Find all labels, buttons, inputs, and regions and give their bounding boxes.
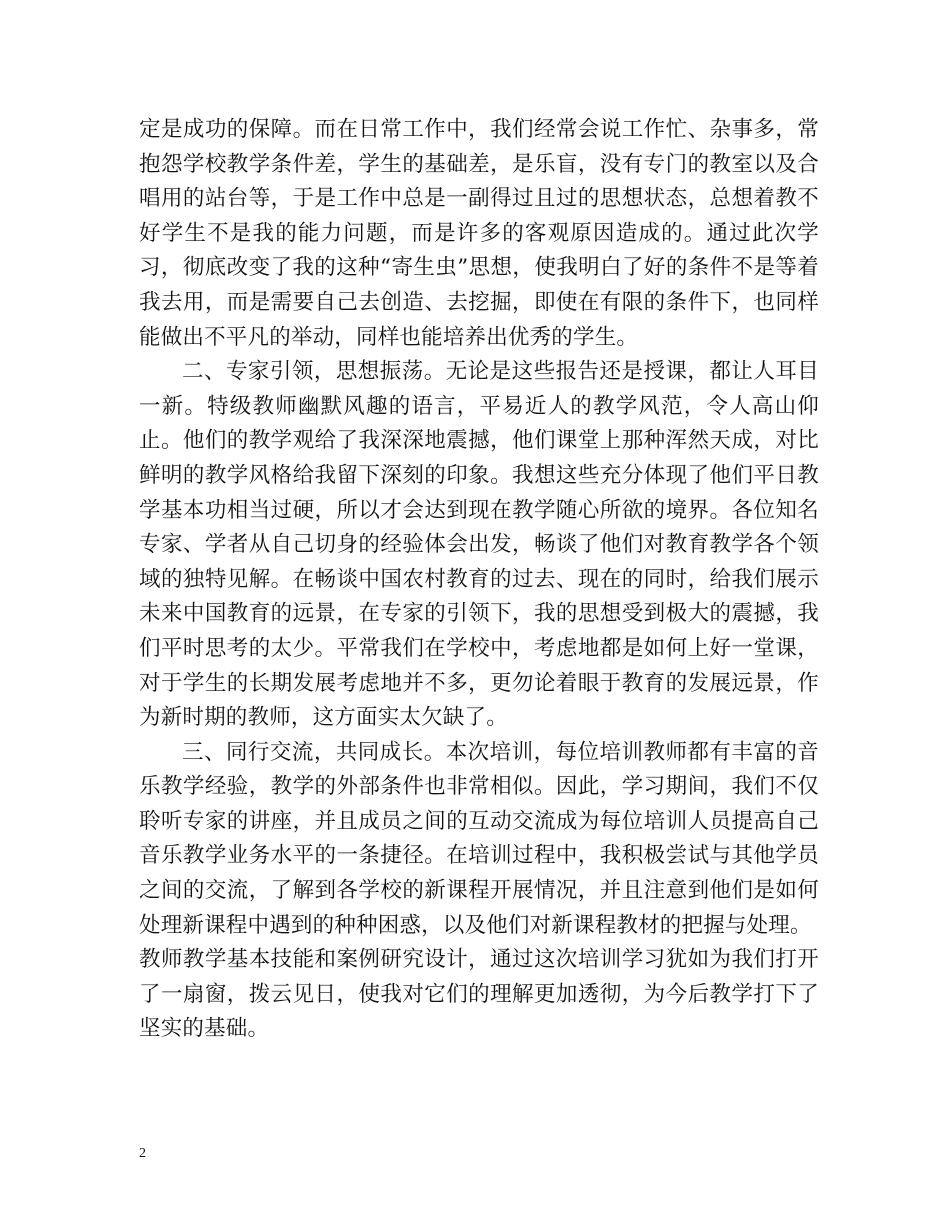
page-number: 2 bbox=[139, 1146, 146, 1161]
paragraph-1: 定是成功的保障。而在日常工作中，我们经常会说工作忙、杂事多，常抱怨学校教学条件差，学生的基础差，是乐盲，没有专门的教室以及合唱用的站台等，于是工作中总是一副得过且过的思想状态，总想着教不好学生不是我的能力问题，而是许多的客观原因造成的。通过此次学习，彻底改变了我的这种“寄生虫”思想，使我明白了好的条件不是等着我去用，而是需要自己去创造、去挖掘，即使在有限的条件下，也同样能做出不平凡的举动，同样也能培养出优秀的学生。 bbox=[139, 117, 819, 350]
paragraph-4: 教师教学基本技能和案例研究设计，通过这次培训学习犹如为我们打开了一扇窗，拨云见日，使我对它们的理解更加透彻，为今后教学打下了坚实的基础。 bbox=[139, 947, 819, 1042]
body-text bbox=[139, 113, 819, 1047]
paragraph-2: 二、专家引领，思想振荡。无论是这些报告还是授课，都让人耳目一新。特级教师幽默风趣的语言，平易近人的教学风范，令人高山仰止。他们的教学观给了我深深地震撼，他们课堂上那种浑然天成，对比鲜明的教学风格给我留下深刻的印象。我想这些充分体现了他们平日教学基本功相当过硬，所以才会达到现在教学随心所欲的境界。各位知名专家、学者从自己切身的经验体会出发，畅谈了他们对教育教学各个领域的独特见解。在畅谈中国农村教育的过去、现在的同时，给我们展示未来中国教育的远景，在专家的引领下，我的思想受到极大的震撼，我们平时思考的太少。平常我们在学校中，考虑地都是如何上好一堂课，对于学生的长期发展考虑地并不多，更勿论着眼于教育的发展远景，作为新时期的教师，这方面实太欠缺了。 bbox=[139, 359, 819, 731]
paragraph-3: 三、同行交流，共同成长。本次培训，每位培训教师都有丰富的音乐教学经验，教学的外部条件也非常相似。因此，学习期间，我们不仅聆听专家的讲座，并且成员之间的互动交流成为每位培训人员提高自己音乐教学业务水平的一条捷径。在培训过程中，我积极尝试与其他学员之间的交流，了解到各学校的新课程开展情况，并且注意到他们是如何处理新课程中遇到的种种困惑，以及他们对新课程教材的把握与处理。 bbox=[139, 739, 819, 938]
